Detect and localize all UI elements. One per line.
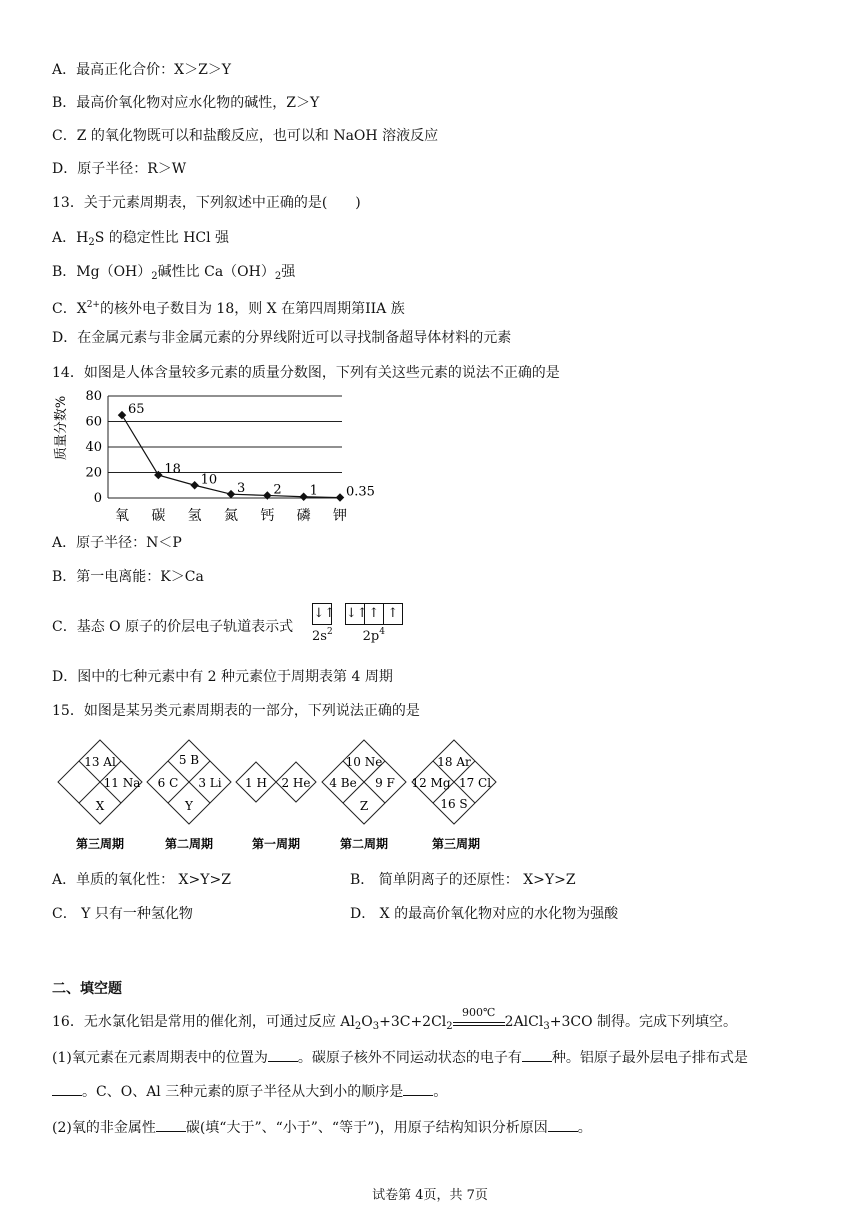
series-line	[122, 415, 340, 497]
g5-top: 18 Ar	[437, 755, 471, 769]
g4-bottom: Z	[359, 799, 369, 813]
x-tick-label: 碳	[151, 508, 166, 524]
chart-data-labels	[128, 402, 375, 499]
x-tick-label: 钾	[333, 508, 347, 524]
q14-option-b: B．第一电离能：K＞Ca	[52, 569, 204, 585]
y-tick-label: 20	[85, 465, 102, 481]
g1-caption: 第三周期	[75, 837, 125, 851]
chart-y-ticks	[85, 389, 102, 506]
chart-x-ticks	[115, 507, 347, 524]
q13-option-b: B．$Mg(OH)_2$碱性比 $Ca(OH)_2$强	[52, 264, 296, 282]
q15-stem: 15．如图是某另类元素周期表的一部分，下列说法正确的是	[52, 703, 420, 719]
q13-option-d: D．在金属元素与非金属元素的分界线附近可以寻找制备超导体材料的元素	[52, 330, 512, 346]
x-tick-label: 钙	[260, 508, 275, 524]
y-tick-label: 60	[85, 414, 102, 430]
orbital-diagram	[308, 603, 403, 644]
answer-blank[interactable]	[156, 1119, 186, 1132]
answer-blank[interactable]	[52, 1083, 82, 1096]
diamond-group-4	[322, 740, 406, 851]
chart-y-axis-label: 质量分数%	[54, 395, 69, 461]
g2-left: 6 C	[157, 776, 179, 790]
data-label: 3	[237, 481, 246, 497]
page-footer: 试卷第 4页，共 7页	[372, 1188, 488, 1203]
q13-stem: 13．关于元素周期表，下列叙述中正确的是( )	[52, 195, 361, 211]
data-point	[190, 481, 198, 489]
orbital-2p-label: $2p^4$	[362, 627, 385, 644]
q13-option-a: A．$H_2S$ 的稳定性比 HCl 强	[52, 230, 230, 248]
g5-bottom: 16 S	[440, 797, 468, 811]
g1-bottom: X	[95, 799, 105, 813]
q12-option-c: C．Z 的氧化物既可以和盐酸反应，也可以和 NaOH 溶液反应	[52, 128, 439, 144]
diamond-group-1	[58, 740, 142, 851]
g4-caption: 第二周期	[339, 837, 389, 851]
data-label: 1	[309, 483, 318, 499]
answer-blank[interactable]	[268, 1049, 298, 1062]
q15-option-b: B． 简单阴离子的还原性： X>Y>Z	[350, 872, 576, 888]
orbital-box: ↓↑	[312, 603, 332, 625]
g3-caption: 第一周期	[251, 837, 301, 851]
data-point	[299, 492, 307, 500]
q15-option-a: A．单质的氧化性： X>Y>Z	[52, 872, 231, 888]
g4-left: 4 Be	[329, 776, 357, 790]
diamond-group-3	[236, 762, 316, 851]
data-label: 65	[128, 402, 145, 418]
y-tick-label: 80	[85, 389, 102, 404]
orbital-2s-label: $2s^2$	[312, 627, 333, 644]
periodic-diamond-diagram	[54, 736, 502, 858]
diamond-group-5	[411, 740, 496, 851]
q16-stem: 16．无水氯化铝是常用的催化剂，可通过反应 $Al_2O_3+3C+2Cl_2$ 900℃ 2AlCl$_3$+3CO 制得。完成下列填空。	[52, 1006, 737, 1032]
data-label: 2	[273, 482, 282, 498]
q14-option-a: A．原子半径：N＜P	[52, 535, 182, 551]
g2-top: 5 B	[178, 753, 200, 767]
x-tick-label: 氢	[187, 508, 202, 524]
q14-stem: 14．如图是人体含量较多元素的质量分数图，下列有关这些元素的说法不正确的是	[52, 365, 560, 381]
mass-fraction-chart	[50, 386, 375, 528]
g1-right: 11 Na	[103, 776, 141, 790]
g2-caption: 第二周期	[164, 837, 214, 851]
q12-option-a: A．最高正化合价：X＞Z＞Y	[52, 62, 232, 78]
q12-option-b: B．最高价氧化物对应水化物的碱性，Z＞Y	[52, 95, 320, 111]
answer-blank[interactable]	[522, 1049, 552, 1062]
orbital-box: ↑	[384, 603, 403, 625]
data-label: 0.35	[346, 484, 375, 500]
answer-blank[interactable]	[548, 1119, 578, 1132]
orbital-2s-group	[312, 603, 336, 644]
data-label: 18	[164, 462, 181, 478]
y-tick-label: 40	[85, 440, 102, 455]
q16-part1-line2: 。C、O、Al 三种元素的原子半径从大到小的顺序是 。	[52, 1082, 447, 1102]
g2-right: 3 Li	[198, 776, 222, 790]
orbital-2p-group	[345, 603, 403, 644]
g5-left: 12 Mg	[411, 776, 451, 790]
g2-bottom: Y	[185, 799, 193, 813]
orbital-box: ↑	[365, 603, 384, 625]
data-point	[227, 490, 235, 498]
q16-part2: (2)氧的非金属性 碳(填“大于”、“小于”、“等于”)，用原子结构知识分析原因 。	[52, 1120, 592, 1136]
section-heading: 二、填空题	[52, 981, 122, 997]
y-tick-label: 0	[93, 491, 102, 506]
orbital-box: ↓↑	[345, 603, 365, 625]
g4-top: 10 Ne	[345, 755, 383, 769]
g3-right: 2 He	[281, 776, 311, 790]
q16-part1-line1: (1)氧元素在元素周期表中的位置为 。碳原子核外不同运动状态的电子有 种。铝原子最外层电子排布式是	[52, 1050, 748, 1066]
q14-option-c: C．基态 O 原子的价层电子轨道表示式	[52, 619, 294, 635]
q12-option-d: D．原子半径：R＞W	[52, 161, 187, 177]
diamond-group-2	[147, 740, 231, 851]
answer-blank[interactable]	[403, 1083, 433, 1096]
x-tick-label: 氮	[224, 508, 238, 524]
g3-left: 1 H	[245, 776, 267, 790]
g1-top: 13 Al	[84, 755, 116, 769]
q14-option-d: D．图中的七种元素中有 2 种元素位于周期表第 4 周期	[52, 669, 393, 685]
data-label: 10	[200, 472, 218, 488]
q15-option-d: D． X 的最高价氧化物对应的水化物为强酸	[350, 906, 619, 922]
q15-option-c: C． Y 只有一种氢化物	[52, 906, 193, 922]
g5-right: 17 Cl	[458, 776, 492, 790]
x-tick-label: 磷	[296, 508, 311, 524]
q13-option-c: C．$X^{2+}$的核外电子数目为 18，则 X 在第四周期第IIA 族	[52, 300, 405, 317]
data-point	[336, 493, 344, 501]
x-tick-label: 氧	[115, 508, 129, 524]
reaction-condition: 900℃	[453, 1013, 505, 1026]
g4-right: 9 F	[375, 776, 395, 790]
data-point	[118, 411, 126, 419]
g5-caption: 第三周期	[431, 837, 481, 851]
